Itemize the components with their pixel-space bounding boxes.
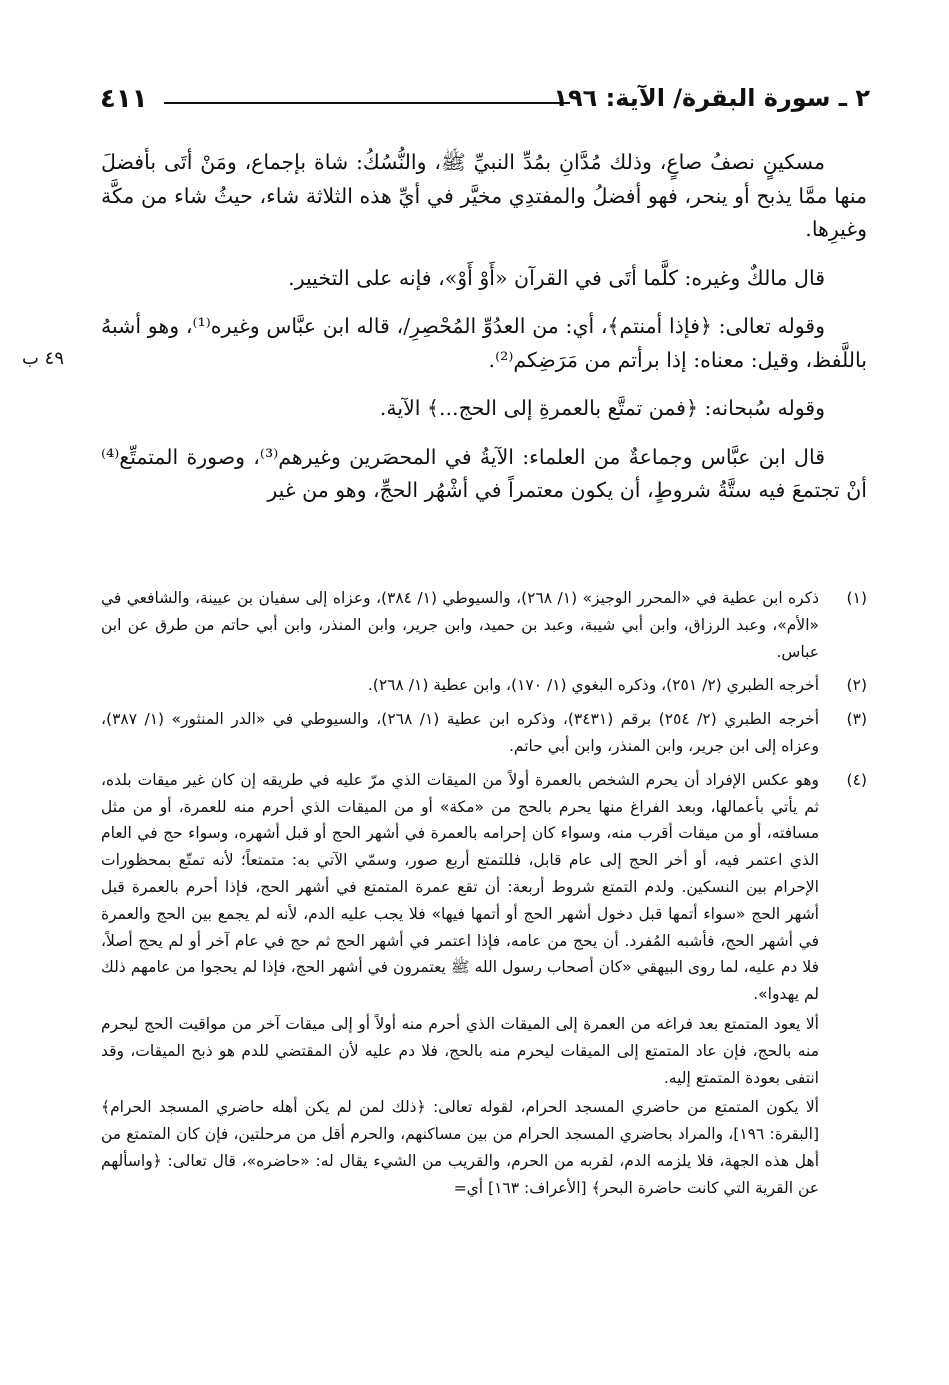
footnote-2 — [101, 672, 867, 702]
footnote-4 — [101, 767, 867, 1205]
footnote-text: ألا يكون المتمتع من حاضري المسجد الحرام، لقوله تعالى: ﴿ذلك لمن لم يكن أهله حاضري المسجد الحرام﴾ [البقرة: ١٩٦]، والمراد بحاضري المسجد الحرام من بين مساكنهم، والحرم أقل من مرحلتين، فإن كان المتمتع من أهل هذه الجهة، فلا يلزمه الدم، لقربه من الحرم، والقريب من الشيء يقال له: «حاضره»، قال تعالى: ﴿واسألهم عن القرية التي كانت حاضرة البحر﴾ [الأعراف: ١٦٣] أي= — [101, 1098, 819, 1197]
footnote-number: (٢) — [846, 676, 867, 695]
page-number: ٤١١ — [100, 84, 148, 114]
main-text — [101, 146, 867, 523]
footnote-text: أخرجه الطبري (٢/ ٢٥٤) برقم (٣٤٣١)، وذكره ابن عطية (١/ ٢٦٨)، والسيوطي في «الدر المنثور» (١/ ٣٨٧)، وعزاه إلى ابن جرير، وابن المنذر، وابن أبي حاتم. — [101, 710, 820, 755]
main-paragraph: وقوله تعالى: ﴿فإذا أمنتم﴾، أي: من العدُوِّ المُحْصِرِ/، قاله ابن عبَّاس وغيره⁽¹⁾، وهو أشبهُ باللَّفظ، وقيل: معناه: إذا برأتم من مَرَضِكم⁽²⁾. — [101, 314, 867, 372]
footnote-text: أخرجه الطبري (٢/ ٢٥١)، وذكره البغوي (١/ ١٧٠)، وابن عطية (١/ ٢٦٨). — [367, 676, 819, 695]
footnote-text: وهو عكس الإفراد أن يحرم الشخص بالعمرة أولاً من الميقات الذي مرّ عليه في طريقه إن كان غير ميقات بلده، ثم يأتي بأعمالها، وبعد الفراغ منها يحرم بالحج من «مكة» أو من الميقات الذي أحرم منه للعمرة، أو من مثل مسافته، أو من ميقات أقرب منه، وسواء كان إحرامه بالعمرة في أشهر الحج أو قبل أشهره، وسواء حج في العام الذي اعتمر فيه، أو أخر الحج إلى عام قابل، فللتمتع أربع صور، وسمّي الآتي به: متمتعاً؛ لأنه تمتّع بمحظورات الإحرام بين النسكين. ولدم التمتع شروط أربعة: أن تقع عمرة المتمتع في أشهر الحج، فإذا أحرم بالعمرة قبل أشهر الحج «سواء أتمها قبل دخول أشهر الحج أو أتمها فيها» فلا يجب عليه الدم، لأنه لم يجمع بين الحج والعمرة في أشهر الحج، فأشبه المُفرد. أن يحج من عامه، فإذا اعتمر في أشهر الحج ثم حج في عام آخر أو لم يحج أصلاً، فلا دم عليه، لما روى البيهقي «كان أصحاب رسول الله ﷺ يعتمرون في أشهر الحج، فإذا لم يحجوا من عامهم ذلك لم يهدوا». — [101, 770, 819, 1004]
footnote-3 — [101, 706, 867, 763]
main-paragraph: وقوله سُبحانه: ﴿فمن تمتَّع بالعمرةِ إلى الحج...﴾ الآية. — [379, 396, 825, 420]
margin-folio-note: ٤٩ ب — [22, 348, 65, 369]
footnote-body — [101, 767, 819, 1205]
footnote-text: ذكره ابن عطية في «المحرر الوجيز» (١/ ٢٦٨)، والسيوطي (١/ ٣٨٤)، وعزاه إلى سفيان بن عيينة، والشافعي في «الأم»، وعبد الرزاق، وابن أبي شيبة، وعبد بن حميد، وابن جرير، وابن المنذر، وابن أبي حاتم من طرق عن ابن عباس. — [101, 589, 820, 661]
header-rule — [164, 102, 570, 104]
page-header — [100, 84, 870, 120]
running-head: ٢ ـ سورة البقرة/ الآية: ١٩٦ — [553, 84, 870, 112]
footnote-body — [101, 585, 819, 668]
footnote-body — [101, 706, 819, 763]
footnote-number: (١) — [846, 589, 867, 607]
main-paragraph: قال مالكٌ وغيره: كلَّما أتَى في القرآن «أَوْ أَوْ»، فإنه على التخيير. — [288, 265, 825, 290]
footnote-text: ألا يعود المتمتع بعد فراغه من العمرة إلى الميقات الذي أحرم منه أولاً أو إلى ميقات آخر من مواقيت الحج ليحرم منه بالحج، فإن عاد المتمتع إلى الميقات ليحرم منه بالحج، فلا دم عليه لأن المقتضي للدم هو ذبح الميقات، وقد انتفى بعودة المتمتع إليه. — [101, 1014, 819, 1087]
main-paragraph: قال ابن عبَّاس وجماعةٌ من العلماء: الآيةُ في المحصَرين وغيرهم⁽³⁾، وصورة المتمتِّع⁽⁴⁾ أنْ تجتمعَ فيه ستَّةُ شروطٍ، أن يكون معتمراً في أشْهُر الحجِّ، وهو من غير — [101, 444, 867, 502]
footnote-1 — [101, 585, 867, 668]
footnote-number: (٣) — [846, 710, 867, 729]
footnote-number: (٤) — [846, 770, 867, 789]
footnote-body — [101, 672, 819, 702]
main-paragraph: مسكينٍ نصفُ صاعٍ، وذلك مُدَّانِ بمُدِّ النبيِّ ﷺ، والنُّسُكُ: شاة بإجماع، ومَنْ أتَى بأفضلَ منها ممَّا يذبح أو ينحر، فهو أفضلُ والمفتدِي مخيَّر في أيِّ هذه الثلاثة شاء، حيثُ شاء من مكَّة وغيرِها. — [101, 150, 867, 241]
footnotes — [101, 585, 867, 1209]
